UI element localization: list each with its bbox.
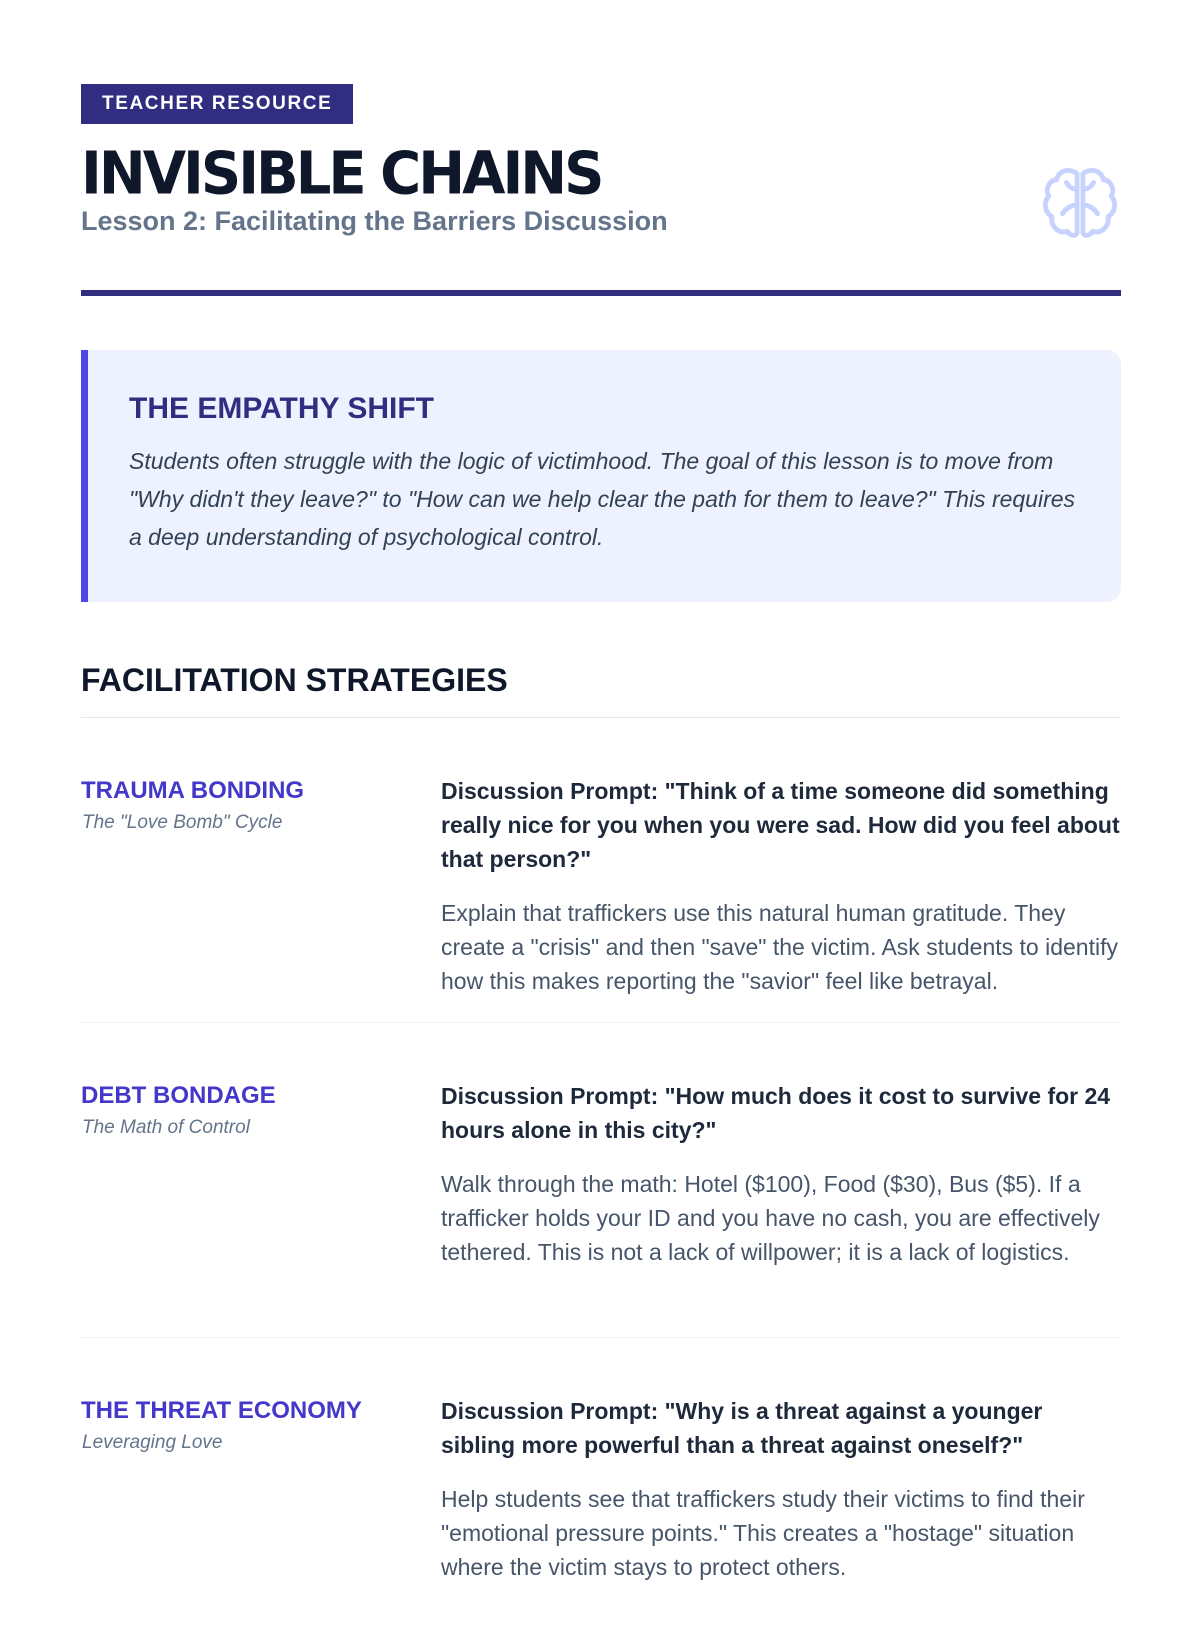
strategy-debt-bondage (81, 1023, 1121, 1338)
teacher-resource-page (81, 84, 1121, 1652)
strategy-explanation: Walk through the math: Hotel ($100), Food ($30), Bus ($5). If a trafficker holds your ID and you have no cash, you are effectively tethered. This is not a lack of willpower; it is a lack of logistics. (441, 1171, 1100, 1265)
lesson-subtitle: Lesson 2: Facilitating the Barriers Discussion (81, 206, 668, 236)
strategy-heading (81, 774, 441, 1022)
strategy-subtitle: Leveraging Love (82, 1432, 223, 1453)
strategy-title: DEBT BONDAGE (81, 1082, 276, 1109)
strategy-explanation: Help students see that traffickers study their victims to find their "emotional pressure points." This creates a "hostage" situation where the victim stays to protect others. (441, 1486, 1085, 1580)
strategy-content (441, 1079, 1121, 1337)
strategy-heading (81, 1394, 441, 1652)
header (81, 84, 1121, 290)
discussion-prompt: Discussion Prompt: "Think of a time someone did something really nice for you when you were sad. How did you feel about that person?" (441, 778, 1120, 872)
header-divider (81, 290, 1121, 296)
discussion-prompt: Discussion Prompt: "How much does it cost to survive for 24 hours alone in this city?" (441, 1083, 1111, 1143)
page-title: INVISIBLE CHAINS (81, 140, 602, 209)
strategy-title: THE THREAT ECONOMY (81, 1397, 362, 1424)
teacher-resource-badge: TEACHER RESOURCE (81, 84, 353, 124)
strategy-trauma-bonding (81, 718, 1121, 1023)
strategy-explanation: Explain that traffickers use this natural human gratitude. They create a "crisis" and then "save" the victim. Ask students to identify how this makes reporting the "savior" feel like betrayal. (441, 900, 1118, 994)
empathy-shift-callout (81, 350, 1121, 602)
strategy-content (441, 1394, 1121, 1652)
strategy-content (441, 774, 1121, 1022)
callout-body: Students often struggle with the logic of victimhood. The goal of this lesson is to move from "Why didn't they leave?" to "How can we help clear the path for them to leave?" This requires a deep understanding of psychological control. (129, 448, 1076, 550)
section-title: FACILITATION STRATEGIES (81, 662, 1121, 718)
strategy-title: TRAUMA BONDING (81, 777, 305, 804)
callout-title: THE EMPATHY SHIFT (129, 392, 435, 425)
brain-icon (1041, 164, 1119, 242)
strategy-subtitle: The "Love Bomb" Cycle (82, 812, 283, 833)
strategy-subtitle: The Math of Control (82, 1117, 250, 1138)
discussion-prompt: Discussion Prompt: "Why is a threat against a younger sibling more powerful than a threat against oneself?" (441, 1398, 1043, 1458)
strategy-heading (81, 1079, 441, 1337)
strategy-threat-economy (81, 1338, 1121, 1652)
